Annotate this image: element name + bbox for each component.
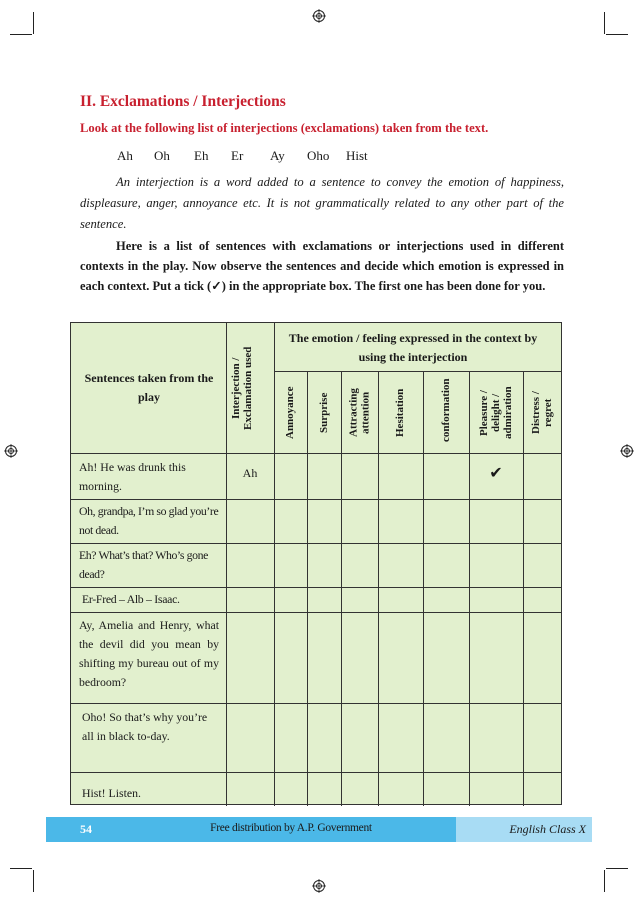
section-heading: II. Exclamations / Interjections (80, 93, 286, 110)
table-row-interjection: Ah (242, 466, 258, 480)
emotion-header-pleasure: Pleasure / delight / admiration (478, 386, 514, 440)
table-row-sentence: Ay, Amelia and Henry, what the devil did you mean by shifting my bureau out of my bedroom? (79, 618, 219, 689)
crop-mark (10, 34, 32, 35)
table-divider (71, 772, 562, 773)
emotion-header-annoyance: Annoyance (284, 386, 296, 440)
table-divider (71, 587, 562, 588)
crop-mark (33, 870, 34, 892)
table-divider (71, 612, 562, 613)
registration-mark-icon (312, 9, 326, 23)
table-divider (274, 371, 562, 372)
emotion-header-hesitation: Hesitation (394, 388, 406, 438)
crop-mark (604, 870, 605, 892)
emotion-header-conformation: conformation (440, 378, 452, 442)
table-row-sentence: Er-Fred – Alb – Isaac. (82, 592, 180, 606)
table-divider (378, 371, 379, 806)
table-row-sentence: Oh, grandpa, I’m so glad you’re not dead. (79, 504, 219, 537)
table-divider (274, 323, 275, 806)
definition-paragraph (80, 172, 564, 235)
task-text: Here is a list of sentences with exclamations or interjections used in different contexts in the play. Now observe the sentences and decide which emotion is expressed in each context. Put a tick (✓) in the appropriate box. The first one has been done for you. (80, 239, 564, 293)
interjection-word: Ah (117, 148, 133, 163)
table-divider (71, 499, 562, 500)
emotion-group-header: The emotion / feeling expressed in the context by using the interjection (288, 331, 538, 364)
interjection-word: Er (231, 148, 244, 163)
emotion-table (70, 322, 562, 805)
table-row-sentence: Ah! He was drunk this morning. (79, 460, 186, 493)
table-divider (226, 323, 227, 806)
table-divider (71, 453, 562, 454)
interjection-column-header: Interjection / Exclamation used (230, 346, 254, 430)
table-divider (71, 543, 562, 544)
table-row-sentence: Hist! Listen. (82, 786, 141, 800)
interjection-word: Oh (154, 148, 170, 163)
table-divider (423, 371, 424, 806)
footer-center-text: Free distribution by A.P. Government (210, 822, 372, 834)
interjection-word: Hist (346, 148, 368, 163)
table-row-sentence: Oho! So that’s why you’re all in black to-day. (82, 710, 208, 743)
crop-mark (10, 868, 32, 869)
tick-mark: ✔ (489, 463, 503, 482)
crop-mark (606, 868, 628, 869)
table-divider (469, 371, 470, 806)
interjection-word: Ay (270, 148, 285, 163)
footer-right-text: English Class X (509, 822, 586, 836)
crop-mark (33, 12, 34, 34)
table-divider (71, 703, 562, 704)
sentences-column-header: Sentences taken from the play (84, 371, 214, 404)
table-row-sentence: Eh? What’s that? Who’s gone dead? (79, 548, 208, 581)
crop-mark (604, 12, 605, 34)
table-divider (341, 371, 342, 806)
definition-text: An interjection is a word added to a sentence to convey the emotion of happiness, displeasure, anger, annoyance etc. It is not grammatically related to any other part of the sentence. (80, 175, 564, 231)
table-divider (307, 371, 308, 806)
emotion-header-distress: Distress / regret (530, 391, 554, 435)
footer-page-number: 54 (80, 822, 92, 836)
emotion-header-attracting-attention: Attracting attention (347, 388, 372, 438)
task-paragraph (80, 236, 564, 296)
crop-mark (606, 34, 628, 35)
registration-mark-icon (4, 444, 18, 458)
registration-mark-icon (620, 444, 634, 458)
emotion-header-surprise: Surprise (318, 392, 330, 434)
instruction-text: Look at the following list of interjections (exclamations) taken from the text. (80, 121, 489, 135)
interjection-word: Oho (307, 148, 330, 163)
interjection-word: Eh (194, 148, 209, 163)
table-divider (523, 371, 524, 806)
registration-mark-icon (312, 879, 326, 893)
